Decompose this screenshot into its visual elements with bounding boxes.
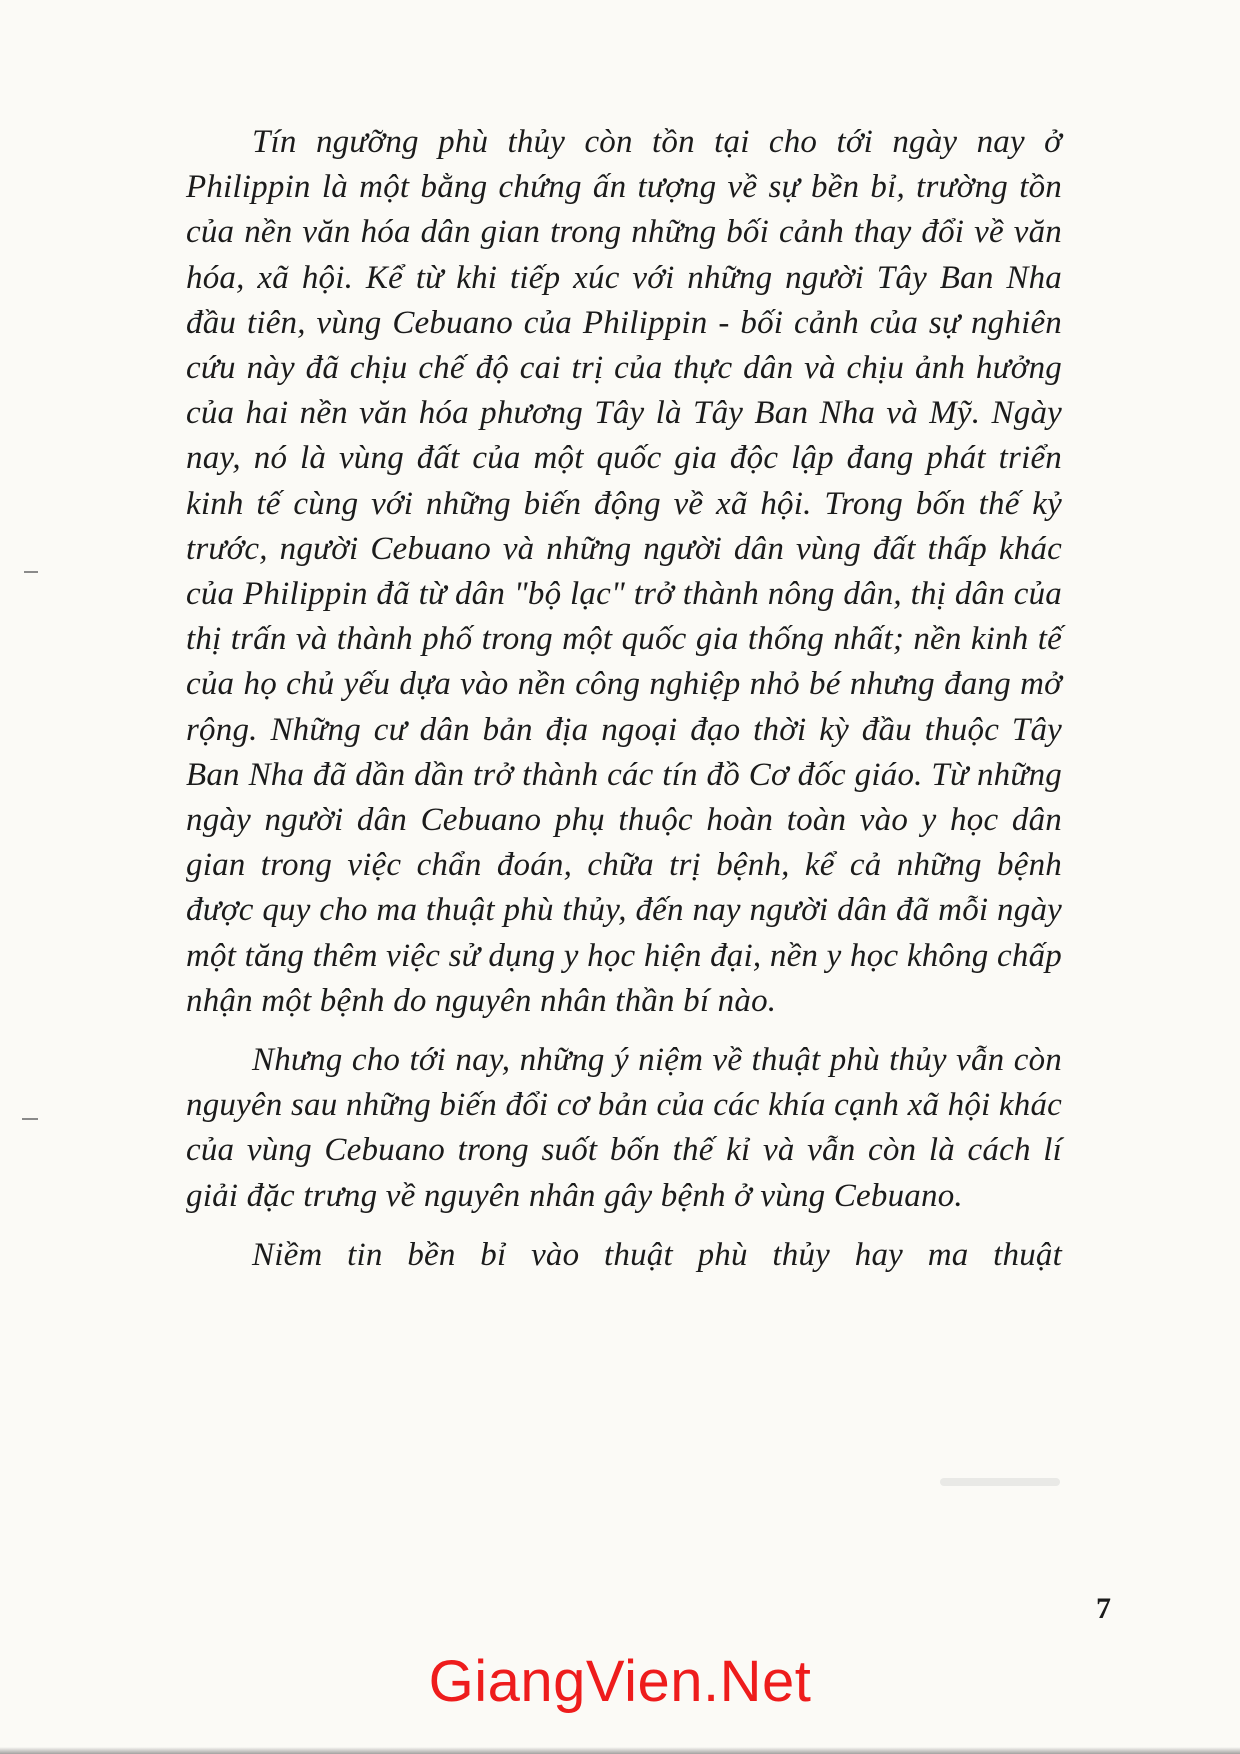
page-number: 7 — [1096, 1592, 1111, 1625]
body-text — [186, 120, 1062, 1292]
paragraph-1: Tín ngưỡng phù thủy còn tồn tại cho tới ngày nay ở Philippin là một bằng chứng ấn tượng về sự bền bỉ, trường tồn của nền văn hóa dân gian trong những bối cảnh thay đổi về văn hóa, xã hội. Kể từ khi tiếp xúc với những người Tây Ban Nha đầu tiên, vùng Cebuano của Philippin - bối cảnh của sự nghiên cứu này đã chịu chế độ cai trị của thực dân và chịu ảnh hưởng của hai nền văn hóa phương Tây là Tây Ban Nha và Mỹ. Ngày nay, nó là vùng đất của một quốc gia độc lập đang phát triển kinh tế cùng với những biến động về xã hội. Trong bốn thế kỷ trước, người Cebuano và những người dân vùng đất thấp khác của Philippin đã từ dân "bộ lạc" trở thành nông dân, thị dân của thị trấn và thành phố trong một quốc gia thống nhất; nền kinh tế của họ chủ yếu dựa vào nền công nghiệp nhỏ bé nhưng đang mở rộng. Những cư dân bản địa ngoại đạo thời kỳ đầu thuộc Tây Ban Nha đã dần dần trở thành các tín đồ Cơ đốc giáo. Từ những ngày người dân Cebuano phụ thuộc hoàn toàn vào y học dân gian trong việc chẩn đoán, chữa trị bệnh, kể cả những bệnh được quy cho ma thuật phù thủy, đến nay người dân đã mỗi ngày một tăng thêm việc sử dụng y học hiện đại, nền y học không chấp nhận một bệnh do nguyên nhân thần bí nào. — [186, 124, 1062, 1019]
scan-edge-mark — [24, 571, 38, 573]
paragraph-2: Nhưng cho tới nay, những ý niệm về thuật phù thủy vẫn còn nguyên sau những biến đổi cơ bản của các khía cạnh xã hội khác của vùng Cebuano trong suốt bốn thế kỉ và vẫn còn là cách lí giải đặc trưng về nguyên nhân gây bệnh ở vùng Cebuano. — [186, 1042, 1062, 1214]
scan-edge-mark — [22, 1118, 38, 1120]
scan-bottom-edge — [0, 1747, 1240, 1754]
paragraph-3: Niềm tin bền bỉ vào thuật phù thủy hay ma thuật — [252, 1236, 1062, 1273]
watermark: GiangVien.Net — [428, 1649, 812, 1714]
scan-smudge — [940, 1478, 1060, 1486]
